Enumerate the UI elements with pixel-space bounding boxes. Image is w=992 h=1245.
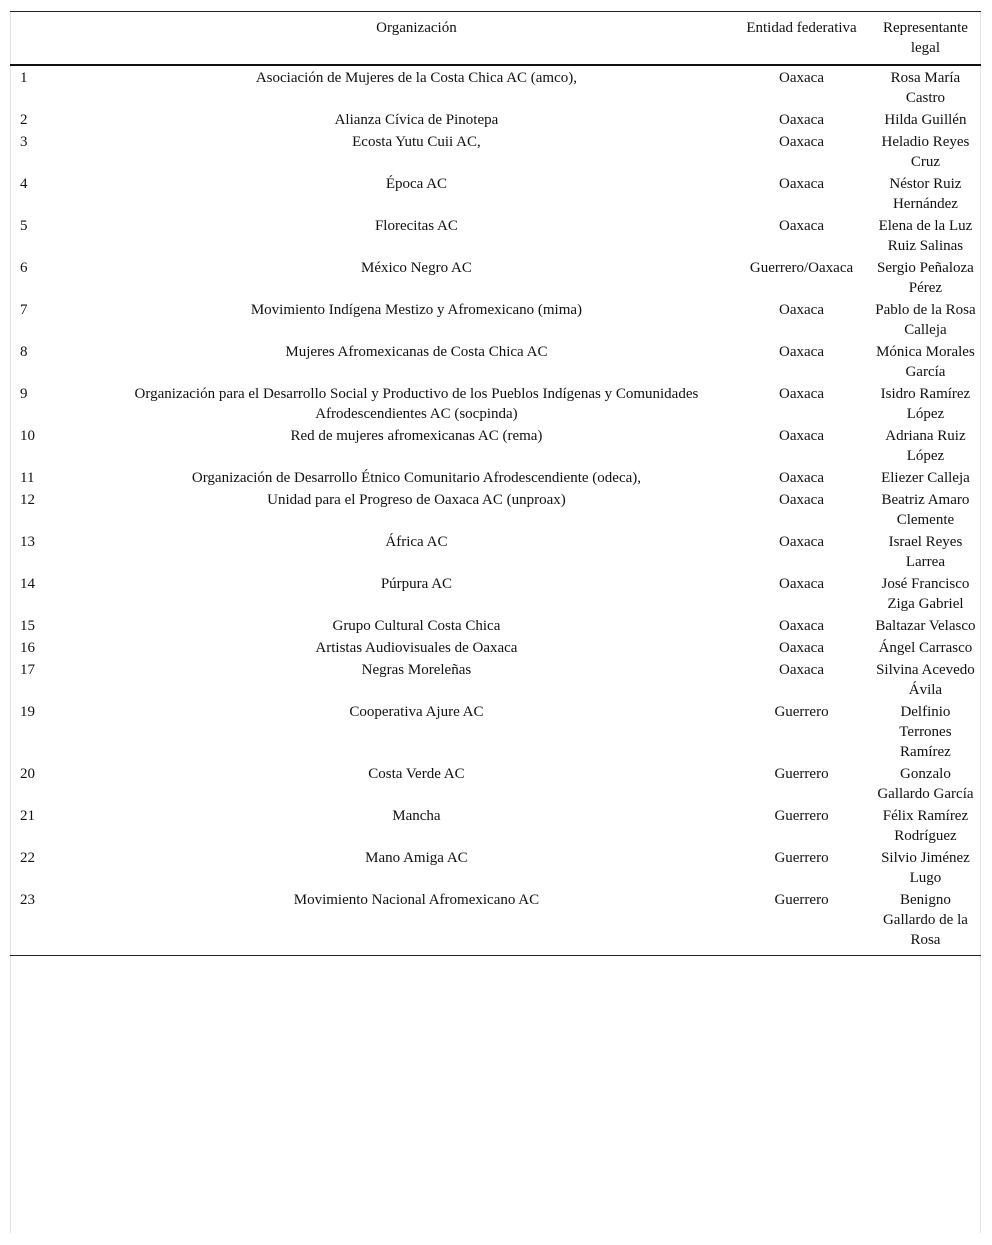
organization-name: Red de mujeres afromexicanas AC (rema) [290, 428, 543, 444]
organization-name: Grupo Cultural Costa Chica [332, 618, 501, 634]
federal-entity: Guerrero [733, 889, 870, 956]
table-row [10, 257, 981, 299]
table-row [10, 805, 981, 847]
federal-entity: Oaxaca [779, 428, 824, 444]
row-number: 17 [20, 662, 35, 678]
federal-entity: Oaxaca [779, 134, 824, 150]
federal-entity: Oaxaca [779, 470, 824, 486]
legal-representative: Rosa María Castro [890, 70, 961, 106]
organization-name: Mano Amiga AC [365, 850, 468, 866]
table-row [10, 215, 981, 257]
table-row [10, 341, 981, 383]
row-number: 19 [20, 704, 35, 720]
legal-representative: Mónica Morales García [876, 344, 975, 380]
table-row [10, 615, 981, 637]
header-number [10, 12, 100, 66]
federal-entity: Oaxaca [779, 112, 824, 128]
header-entity: Entidad federativa [733, 12, 870, 66]
table-row [10, 763, 981, 805]
organizations-table [10, 11, 981, 956]
table-row [10, 425, 981, 467]
organization-name: Negras Moreleñas [361, 662, 472, 678]
header-organization: Organización [100, 12, 733, 66]
row-number: 1 [20, 70, 28, 86]
row-number: 22 [20, 850, 35, 866]
legal-representative: Baltazar Velasco [875, 618, 976, 634]
row-number: 2 [20, 112, 28, 128]
row-number: 16 [20, 640, 35, 656]
legal-representative: Elena de la Luz Ruiz Salinas [878, 218, 973, 254]
federal-entity: Oaxaca [779, 218, 824, 234]
federal-entity: Guerrero [774, 850, 829, 866]
table-header [10, 12, 981, 66]
legal-representative: Néstor Ruiz Hernández [889, 176, 962, 212]
federal-entity: Oaxaca [779, 640, 824, 656]
legal-representative: Heladio Reyes Cruz [881, 134, 970, 170]
row-number: 12 [20, 492, 35, 508]
organization-name: Asociación de Mujeres de la Costa Chica AC (amco), [255, 70, 578, 86]
header-representative: Representante legal [870, 12, 981, 66]
legal-representative: Beatriz Amaro Clemente [881, 492, 970, 528]
row-number: 7 [20, 302, 28, 318]
federal-entity: Guerrero [774, 766, 829, 782]
organization-name: Ecosta Yutu Cuii AC, [352, 134, 481, 150]
organization-name: Unidad para el Progreso de Oaxaca AC (unproax) [267, 492, 566, 508]
legal-representative: Silvio Jiménez Lugo [881, 850, 970, 886]
organization-name: Púrpura AC [380, 576, 453, 592]
organization-name: Cooperativa Ajure AC [349, 704, 484, 720]
organization-name: Época AC [385, 176, 448, 192]
table-row [10, 109, 981, 131]
organization-name: Movimiento Indígena Mestizo y Afromexicano (mima) [250, 302, 583, 318]
organization-name: Costa Verde AC [368, 766, 465, 782]
row-number: 8 [20, 344, 28, 360]
row-number: 10 [20, 428, 35, 444]
table-row [10, 637, 981, 659]
legal-representative: Israel Reyes Larrea [888, 534, 963, 570]
federal-entity: Guerrero [774, 704, 829, 720]
table-body [10, 65, 981, 956]
table-row [10, 173, 981, 215]
federal-entity: Oaxaca [779, 492, 824, 508]
federal-entity: Oaxaca [779, 302, 824, 318]
row-number: 3 [20, 134, 28, 150]
organization-name: Mancha [392, 808, 441, 824]
organization-name: Organización de Desarrollo Étnico Comunitario Afrodescendiente (odeca), [191, 470, 642, 486]
organization-name: África AC [385, 534, 448, 550]
legal-representative: Pablo de la Rosa Calleja [875, 302, 976, 338]
federal-entity: Oaxaca [779, 176, 824, 192]
table-row [10, 383, 981, 425]
organization-name: México Negro AC [361, 260, 472, 276]
legal-representative: Silvina Acevedo Ávila [876, 662, 975, 698]
legal-representative: Félix Ramírez Rodríguez [882, 808, 969, 844]
federal-entity: Oaxaca [779, 344, 824, 360]
table-row [10, 467, 981, 489]
organization-name: Artistas Audiovisuales de Oaxaca [315, 640, 518, 656]
row-number: 9 [20, 386, 28, 402]
row-number: 13 [20, 534, 35, 550]
table-row [10, 65, 981, 109]
table-row [10, 659, 981, 701]
row-number: 20 [20, 766, 35, 782]
organization-name: Florecitas AC [374, 218, 458, 234]
row-number: 11 [20, 470, 35, 486]
legal-representative: Isidro Ramírez López [880, 386, 971, 422]
legal-representative: Hilda Guillén [884, 112, 967, 128]
federal-entity: Oaxaca [779, 534, 824, 550]
legal-representative: Adriana Ruiz López [885, 428, 966, 464]
federal-entity: Oaxaca [779, 386, 824, 402]
legal-representative: Sergio Peñaloza Pérez [877, 260, 974, 296]
row-number: 6 [20, 260, 28, 276]
legal-representative: Benigno Gallardo de la Rosa [870, 889, 981, 956]
header-row [10, 12, 981, 66]
row-number: 23 [10, 889, 100, 956]
table-row [10, 299, 981, 341]
row-number: 21 [20, 808, 35, 824]
row-number: 14 [20, 576, 35, 592]
table-row [10, 131, 981, 173]
table-row [10, 489, 981, 531]
table-row [10, 531, 981, 573]
table-row [10, 701, 981, 763]
organization-name: Organización para el Desarrollo Social y Productivo de los Pueblos Indígenas y Comunidades Afrodescendientes AC (socpinda) [134, 386, 699, 422]
row-number: 4 [20, 176, 28, 192]
legal-representative: Eliezer Calleja [881, 470, 970, 486]
legal-representative: Ángel Carrasco [878, 640, 973, 656]
federal-entity: Oaxaca [779, 662, 824, 678]
table-row [10, 847, 981, 889]
legal-representative: Gonzalo Gallardo García [877, 766, 974, 802]
federal-entity: Guerrero [774, 808, 829, 824]
legal-representative: José Francisco Ziga Gabriel [881, 576, 970, 612]
table-row [10, 573, 981, 615]
federal-entity: Oaxaca [779, 576, 824, 592]
row-number: 15 [20, 618, 35, 634]
organization-name: Mujeres Afromexicanas de Costa Chica AC [285, 344, 548, 360]
federal-entity: Oaxaca [779, 618, 824, 634]
organization-name: Alianza Cívica de Pinotepa [334, 112, 499, 128]
legal-representative: Delfinio Terrones Ramírez [899, 704, 952, 760]
row-number: 5 [20, 218, 28, 234]
table-row [10, 889, 981, 956]
federal-entity: Guerrero/Oaxaca [749, 260, 854, 276]
organization-name: Movimiento Nacional Afromexicano AC [100, 889, 733, 956]
federal-entity: Oaxaca [779, 70, 824, 86]
